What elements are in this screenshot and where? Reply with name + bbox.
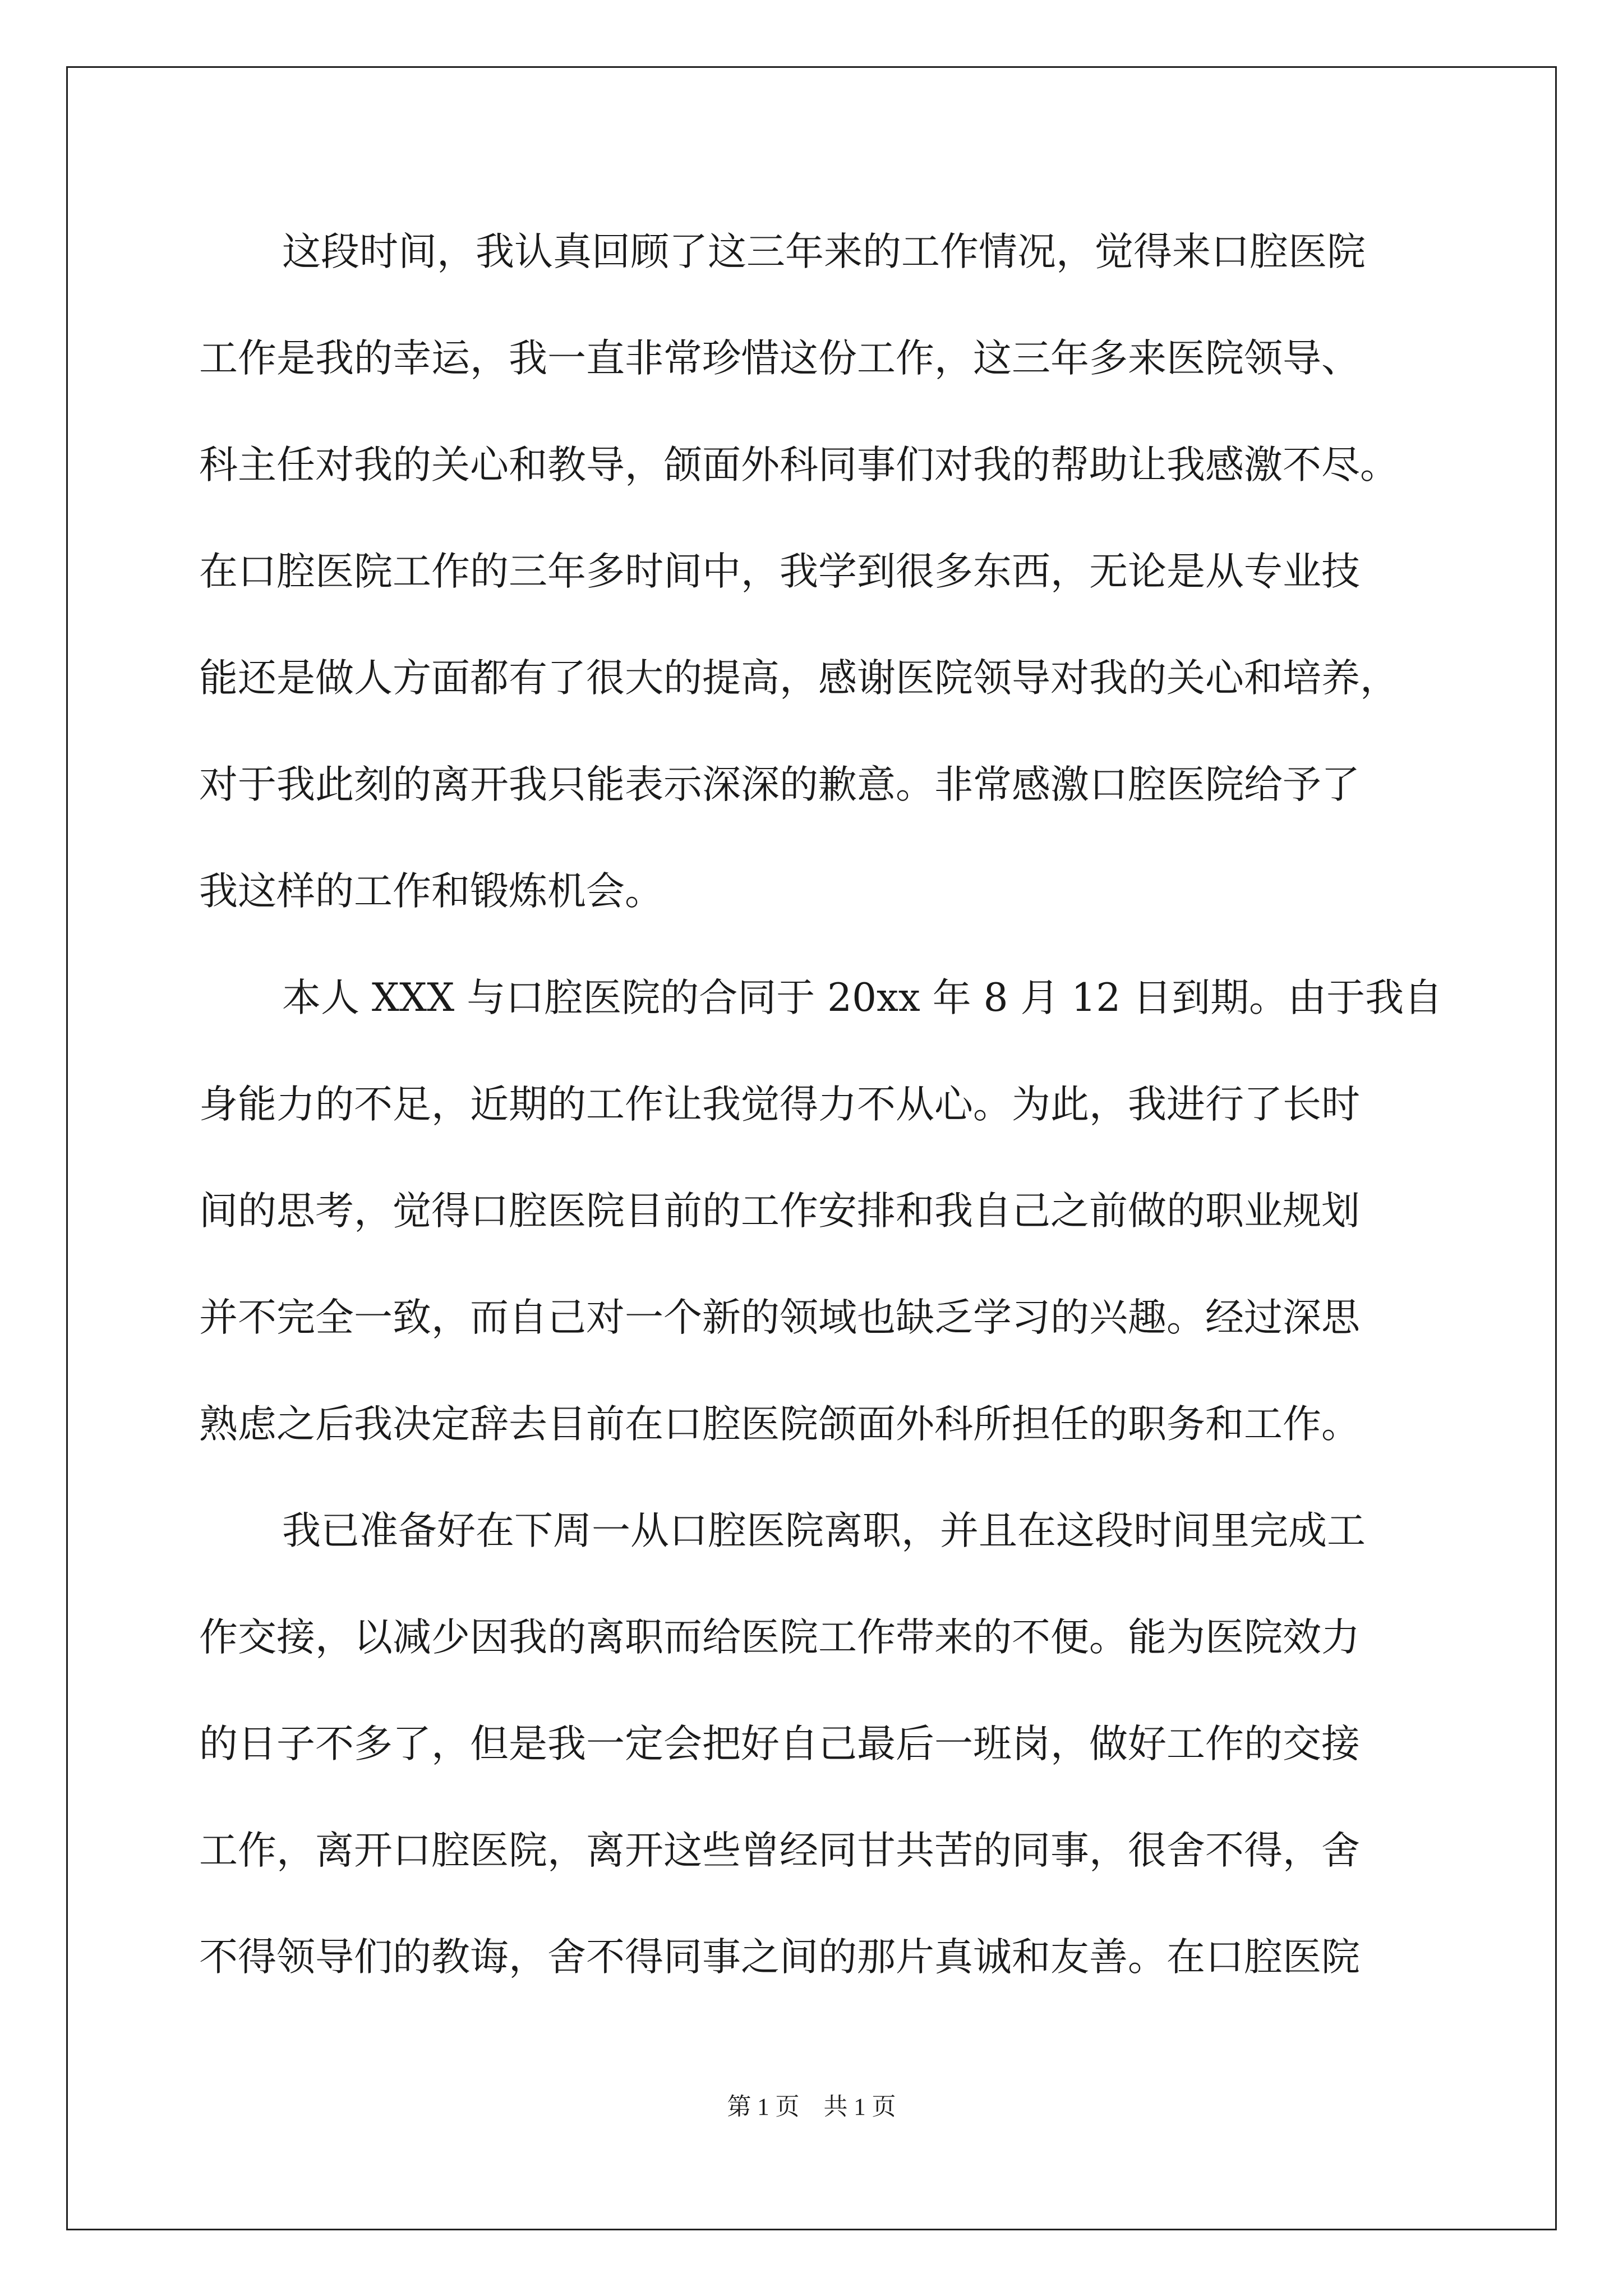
paragraph-1-line-2: 工作是我的幸运，我一直非常珍惜这份工作，这三年多来医院领导、 [199,336,1360,381]
paragraph-1-line-4: 在口腔医院工作的三年多时间中，我学到很多东西，无论是从专业技 [199,549,1360,594]
paragraph-2-line-1: 本人 XXX 与口腔医院的合同于 20xx 年 8 月 12 日到期。由于我自 [282,976,1443,1020]
paragraph-2-line-2: 身能力的不足，近期的工作让我觉得力不从心。为此，我进行了长时 [199,1082,1360,1127]
paragraph-3-line-1: 我已准备好在下周一从口腔医院离职，并且在这段时间里完成工 [282,1508,1366,1553]
paragraph-3-line-2: 作交接，以减少因我的离职而给医院工作带来的不便。能为医院效力 [199,1615,1360,1660]
paragraph-1-line-7: 我这样的工作和锻炼机会。 [199,869,663,914]
page-footer: 第 1 页 共 1 页 [727,2094,896,2120]
paragraph-1-line-5: 能还是做人方面都有了很大的提高，感谢医院领导对我的关心和培养， [199,656,1399,701]
paragraph-1-line-1: 这段时间，我认真回顾了这三年来的工作情况，觉得来口腔医院 [282,229,1366,274]
paragraph-3-line-5: 不得领导们的教诲，舍不得同事之间的那片真诚和友善。在口腔医院 [199,1935,1360,1980]
paragraph-3-line-4: 工作，离开口腔医院，离开这些曾经同甘共苦的同事，很舍不得，舍 [199,1828,1360,1873]
paragraph-3-line-3: 的日子不多了，但是我一定会把好自己最后一班岗，做好工作的交接 [199,1722,1360,1766]
document-body [199,222,1443,2033]
paragraph-1-line-6: 对于我此刻的离开我只能表示深深的歉意。非常感激口腔医院给予了 [199,762,1360,807]
paragraph-2-line-4: 并不完全一致，而自己对一个新的领域也缺乏学习的兴趣。经过深思 [199,1295,1360,1340]
paragraph-2-line-3: 间的思考，觉得口腔医院目前的工作安排和我自己之前做的职业规划 [199,1189,1360,1234]
paragraph-2-line-5: 熟虑之后我决定辞去目前在口腔医院颌面外科所担任的职务和工作。 [199,1402,1360,1447]
paragraph-1-line-3: 科主任对我的关心和教导，颌面外科同事们对我的帮助让我感激不尽。 [199,443,1399,487]
